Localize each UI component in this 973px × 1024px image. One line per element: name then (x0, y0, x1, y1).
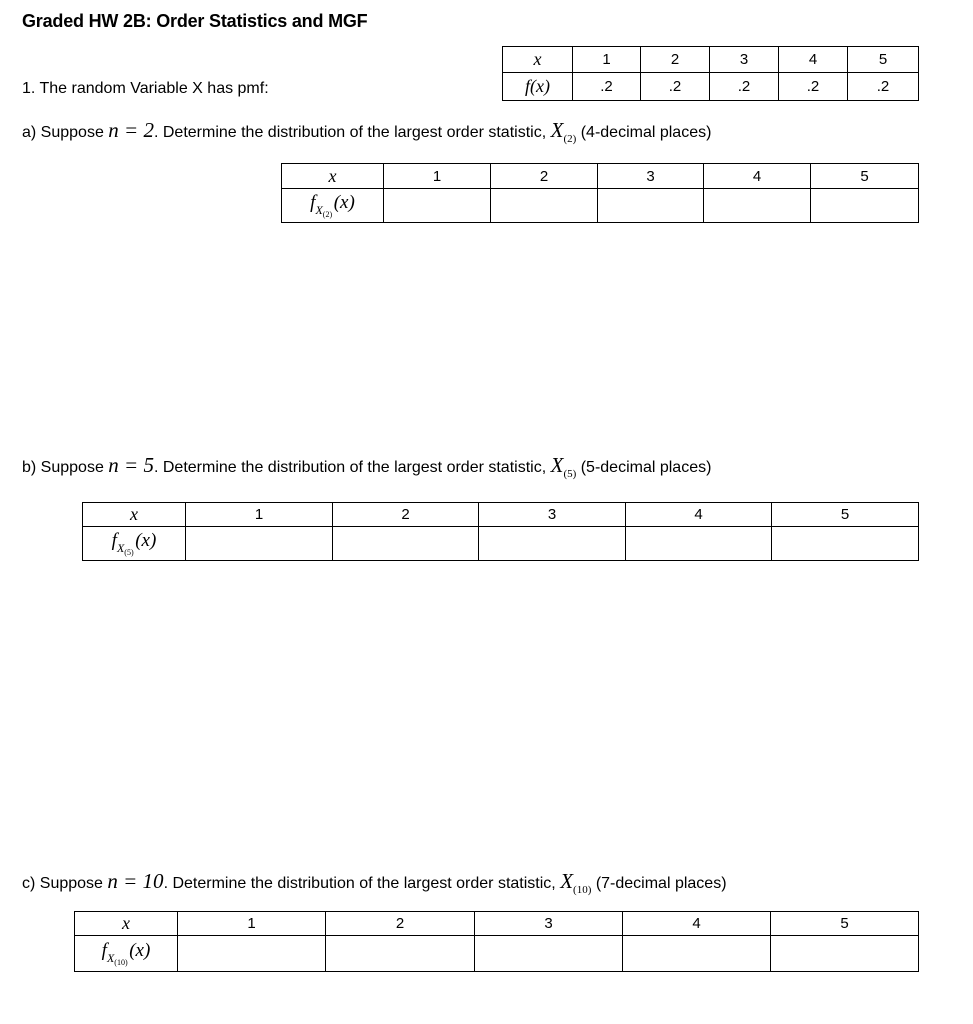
problem-1-label: 1. The random Variable X has pmf: (22, 80, 269, 97)
part-a-statement (22, 118, 711, 145)
page-title: Graded HW 2B: Order Statistics and MGF (22, 11, 368, 31)
part-b-x-value: 4 (626, 503, 772, 527)
part-a-x-value: 1 (384, 164, 491, 189)
f-symbol: f (101, 940, 107, 961)
part-a-prefix: a) Suppose (22, 124, 104, 141)
f-subscript: X (106, 951, 115, 965)
part-b-middle: . Determine the distribution of the largest order statistic, (153, 459, 547, 476)
part-c-table (74, 911, 919, 972)
part-c-x-value: 4 (623, 912, 771, 936)
part-c-x-header: x (75, 912, 178, 936)
part-b-answer-cell[interactable] (479, 527, 626, 561)
f-symbol: f (310, 192, 316, 213)
part-c-x-value: 1 (178, 912, 326, 936)
pmf-f-value: .2 (779, 73, 848, 101)
f-subscript: X (315, 203, 323, 217)
pmf-x-value: 5 (848, 47, 919, 73)
f-argument: (x) (135, 530, 157, 551)
pmf-x-value: 1 (573, 47, 641, 73)
part-c-x-value: 3 (475, 912, 623, 936)
part-b-prefix: b) Suppose (22, 459, 104, 476)
part-c-answer-cell[interactable] (475, 936, 623, 972)
part-a-f-header (282, 189, 384, 223)
pmf-f-header: f(x) (503, 73, 573, 101)
part-b-x-value: 1 (186, 503, 333, 527)
pmf-table (502, 46, 919, 101)
part-b-table (82, 502, 919, 561)
part-c-suffix: (7-decimal places) (595, 875, 727, 892)
part-a-suffix: (4-decimal places) (580, 124, 712, 141)
part-b-answer-cell[interactable] (626, 527, 772, 561)
part-b-stat-var: X (550, 453, 564, 477)
part-c-answer-cell[interactable] (771, 936, 919, 972)
part-a-answer-cell[interactable] (704, 189, 811, 223)
part-a-x-value: 5 (811, 164, 919, 189)
part-c-f-header (75, 936, 178, 972)
f-subscript: X (116, 541, 125, 555)
part-c-middle: . Determine the distribution of the largest order statistic, (163, 875, 556, 892)
pmf-f-value: .2 (848, 73, 919, 101)
part-a-answer-cell[interactable] (384, 189, 491, 223)
pmf-x-value: 2 (641, 47, 710, 73)
f-argument: (x) (333, 192, 355, 213)
part-a-x-value: 3 (598, 164, 704, 189)
part-c-x-value: 5 (771, 912, 919, 936)
part-b-f-header (83, 527, 186, 561)
part-a-x-value: 2 (491, 164, 598, 189)
pmf-f-value: .2 (641, 73, 710, 101)
part-c-stat-var: X (560, 869, 574, 893)
part-a-x-header: x (282, 164, 384, 189)
part-a-middle: . Determine the distribution of the largest order statistic, (153, 124, 547, 141)
part-c-statement (22, 869, 727, 896)
part-b-x-value: 5 (772, 503, 919, 527)
part-c-prefix: c) Suppose (22, 875, 103, 892)
part-a-stat-sub: (2) (563, 133, 577, 145)
part-a-n-eq: n = 2 (108, 118, 154, 142)
part-b-answer-cell[interactable] (333, 527, 479, 561)
part-a-answer-cell[interactable] (491, 189, 598, 223)
f-subsubscript: (5) (124, 548, 134, 557)
part-b-x-value: 3 (479, 503, 626, 527)
part-c-stat-sub: (10) (573, 884, 592, 896)
pmf-x-header: x (503, 47, 573, 73)
pmf-f-value: .2 (573, 73, 641, 101)
part-b-answer-cell[interactable] (772, 527, 919, 561)
part-a-answer-cell[interactable] (811, 189, 919, 223)
part-b-suffix: (5-decimal places) (580, 459, 712, 476)
pmf-f-value: .2 (710, 73, 779, 101)
pmf-x-value: 4 (779, 47, 848, 73)
part-a-stat-var: X (550, 118, 564, 142)
part-c-x-value: 2 (326, 912, 475, 936)
f-argument: (x) (129, 940, 151, 961)
f-subsubscript: (10) (114, 958, 128, 967)
part-b-n-eq: n = 5 (108, 453, 154, 477)
part-b-answer-cell[interactable] (186, 527, 333, 561)
f-subsubscript: (2) (322, 210, 333, 219)
part-b-stat-sub: (5) (563, 468, 577, 480)
part-b-x-value: 2 (333, 503, 479, 527)
part-a-x-value: 4 (704, 164, 811, 189)
part-b-statement (22, 453, 711, 480)
part-a-answer-cell[interactable] (598, 189, 704, 223)
f-symbol: f (111, 530, 117, 551)
part-c-n-eq: n = 10 (107, 869, 164, 893)
part-a-table (281, 163, 919, 223)
part-c-answer-cell[interactable] (326, 936, 475, 972)
part-b-x-header: x (83, 503, 186, 527)
part-c-answer-cell[interactable] (178, 936, 326, 972)
pmf-x-value: 3 (710, 47, 779, 73)
part-c-answer-cell[interactable] (623, 936, 771, 972)
